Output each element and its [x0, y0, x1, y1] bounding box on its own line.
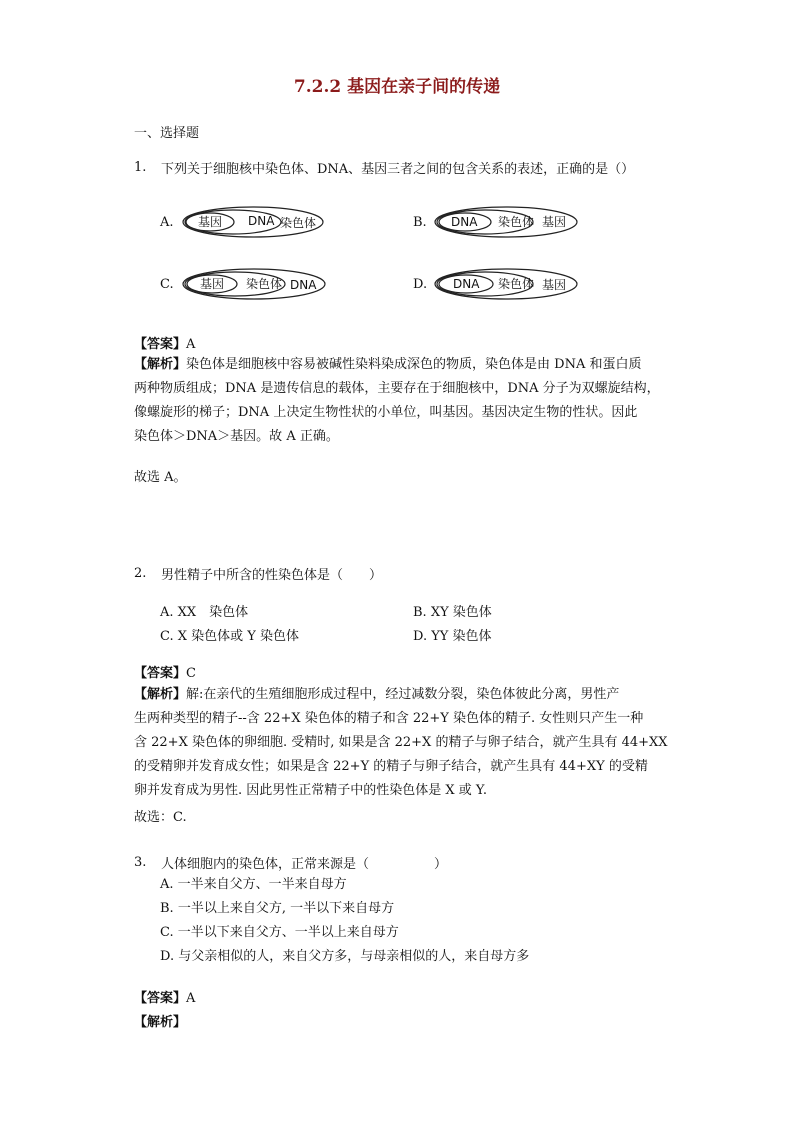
q1-a-outer-label: 染色体 [280, 216, 317, 230]
q1-d-outer-label: 基因 [542, 278, 567, 292]
q1-c-inner-label: 基因 [200, 277, 225, 291]
q2-option-a: A. XX 染色体 [160, 605, 249, 620]
q2-analysis-line: 的受精卵并发育成女性；如果是含 22+Y 的精子与卵子结合，就产生具有 44+XY 的受精 [134, 759, 648, 774]
page-title: 7.2.2 基因在亲子间的传递 [293, 77, 501, 97]
q1-analysis [134, 353, 660, 449]
q2-option-b: B. XY 染色体 [413, 605, 492, 620]
q1-c-outer-label: DNA [290, 278, 317, 292]
q1-conclusion: 故选 A。 [134, 470, 187, 485]
q1-b-inner-label: DNA [451, 215, 478, 229]
q3-answer-value: A [186, 991, 196, 1006]
q1-b-middle-label: 染色体 [498, 215, 535, 229]
q1-option-a-diagram [180, 203, 330, 243]
q1-analysis-line: 染色体是细胞核中容易被碱性染料染成深色的物质，染色体是由 DNA 和蛋白质 [186, 357, 642, 372]
q1-number: 1. [134, 160, 147, 175]
q1-option-b-letter: B. [413, 215, 427, 230]
q3-answer [134, 987, 195, 1006]
q3-option-d: D. 与父亲相似的人，来自父方多，与母亲相似的人，来自母方多 [160, 949, 530, 964]
q3-answer-tag: 【答案】 [134, 991, 187, 1006]
q1-a-inner-label: 基因 [198, 215, 223, 229]
section-heading: 一、选择题 [134, 126, 200, 141]
q2-analysis-line: 含 22+X 染色体的卵细胞. 受精时, 如果是含 22+X 的精子与卵子结合，就产生具有 44+XX [134, 735, 668, 750]
q2-answer [134, 662, 196, 681]
q1-answer [134, 333, 195, 352]
q2-conclusion: 故选：C. [134, 810, 187, 825]
q1-stem: 下列关于细胞核中染色体、DNA、基因三者之间的包含关系的表述，正确的是（） [161, 162, 635, 177]
q2-number: 2. [134, 566, 147, 581]
q1-option-c-letter: C. [160, 277, 174, 292]
q3-analysis-tag: 【解析】 [134, 1015, 187, 1030]
q1-analysis-line: 两种物质组成；DNA 是遗传信息的载体，主要存在于细胞核中，DNA 分子为双螺旋结构， [134, 381, 660, 396]
q2-analysis-line: 生两种类型的精子--含 22+X 染色体的精子和含 22+Y 染色体的精子. 女性则只产生一种 [134, 711, 644, 726]
q1-option-d-diagram [432, 265, 582, 305]
q3-option-c: C. 一半以下来自父方、一半以上来自母方 [160, 925, 399, 940]
q1-option-a-letter: A. [160, 215, 174, 230]
q2-analysis [134, 683, 668, 803]
q2-analysis-line: 解:在亲代的生殖细胞形成过程中，经过减数分裂，染色体彼此分离，男性产 [186, 687, 620, 702]
q1-option-b-diagram [432, 203, 582, 243]
q1-answer-value: A [186, 337, 196, 352]
q3-option-a: A. 一半来自父方、一半来自母方 [160, 877, 347, 892]
q1-d-inner-label: DNA [453, 277, 480, 291]
q1-analysis-line: 染色体＞DNA＞基因。故 A 正确。 [134, 429, 339, 444]
q1-answer-tag: 【答案】 [134, 337, 187, 352]
q2-stem: 男性精子中所含的性染色体是（ ） [161, 568, 383, 583]
q2-analysis-line: 卵并发育成为男性. 因此男性正常精子中的性染色体是 X 或 Y. [134, 783, 487, 798]
q3-stem: 人体细胞内的染色体，正常来源是（ ） [161, 857, 448, 872]
q2-answer-tag: 【答案】 [134, 666, 187, 681]
q2-option-d: D. YY 染色体 [413, 629, 492, 644]
q1-analysis-tag: 【解析】 [134, 357, 187, 372]
q1-option-c-diagram [180, 265, 330, 305]
q1-b-outer-label: 基因 [542, 215, 567, 229]
q1-option-d-letter: D. [413, 277, 428, 292]
q3-options [160, 873, 529, 969]
q1-d-middle-label: 染色体 [498, 277, 535, 291]
q2-analysis-tag: 【解析】 [134, 687, 187, 702]
q2-option-c: C. X 染色体或 Y 染色体 [160, 629, 299, 644]
q1-a-middle-label: DNA [248, 214, 275, 228]
q1-analysis-line: 像螺旋形的梯子；DNA 上决定生物性状的小单位，叫基因。基因决定生物的性状。因此 [134, 405, 638, 420]
q2-answer-value: C [186, 666, 196, 681]
q3-number: 3. [134, 855, 147, 870]
q3-option-b: B. 一半以上来自父方, 一半以下来自母方 [160, 901, 395, 916]
q1-c-middle-label: 染色体 [246, 277, 283, 291]
